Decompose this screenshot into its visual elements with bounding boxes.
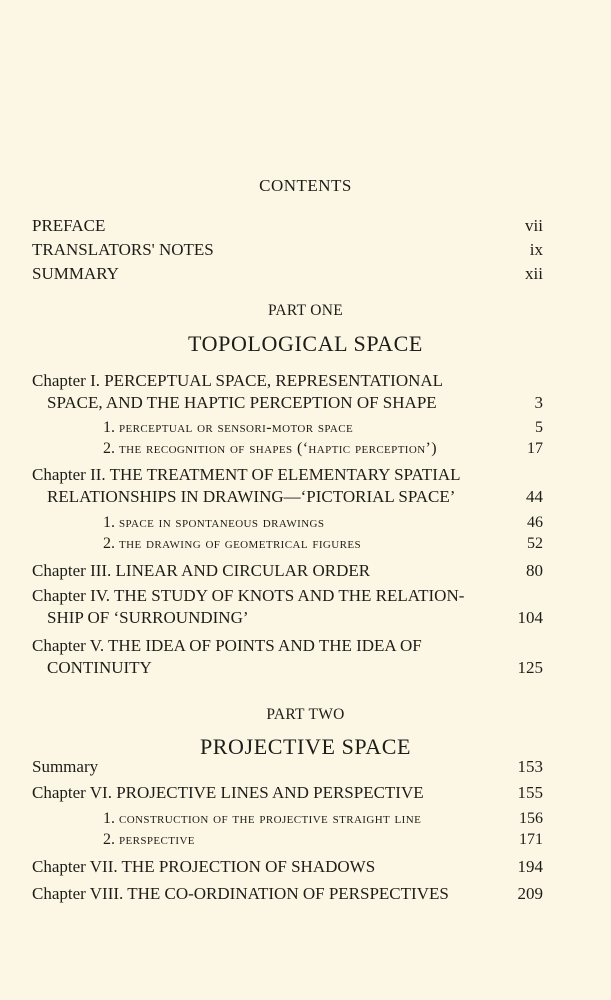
entry-title: TRANSLATORS' NOTES bbox=[32, 240, 214, 259]
section-title bbox=[103, 535, 361, 553]
part-one-title: TOPOLOGICAL SPACE bbox=[188, 331, 423, 356]
part-two-label: PART TWO bbox=[266, 706, 345, 723]
chapter-title-line1: Chapter I. PERCEPTUAL SPACE, REPRESENTATIONAL bbox=[32, 371, 444, 390]
chapter-title-line2: SHIP OF ‘SURROUNDING’ bbox=[47, 608, 249, 627]
section-text: perspective bbox=[119, 831, 195, 848]
entry-page: 125 bbox=[517, 658, 543, 677]
part-two-title: PROJECTIVE SPACE bbox=[199, 734, 412, 759]
entry-page: 17 bbox=[527, 440, 543, 457]
entry-title: PREFACE bbox=[32, 216, 106, 235]
entry-page: 46 bbox=[527, 514, 543, 531]
section-text: the drawing of geometrical figures bbox=[119, 535, 361, 552]
section-title bbox=[103, 440, 437, 458]
chapter-title-line1: Chapter II. THE TREATMENT OF ELEMENTARY SPATIAL bbox=[32, 465, 461, 484]
section-text: construction of the projective straight line bbox=[119, 810, 422, 827]
entry-page: 194 bbox=[517, 857, 543, 876]
section-number: 2. bbox=[103, 535, 115, 552]
entry-page: 209 bbox=[517, 884, 543, 903]
entry-title: SUMMARY bbox=[32, 264, 119, 283]
entry-page: 52 bbox=[527, 535, 543, 552]
section-number: 2. bbox=[103, 440, 115, 457]
entry-page: 104 bbox=[517, 608, 543, 627]
chapter-title-line1: Chapter VII. THE PROJECTION OF SHADOWS bbox=[32, 857, 376, 876]
entry-page: 44 bbox=[526, 487, 543, 506]
entry-page: xii bbox=[525, 264, 543, 283]
entry-page: 153 bbox=[517, 757, 543, 776]
section-number: 2. bbox=[103, 831, 115, 848]
entry-page: 5 bbox=[535, 419, 543, 436]
contents-heading: CONTENTS bbox=[259, 176, 352, 195]
chapter-title-line1: Chapter VI. PROJECTIVE LINES AND PERSPECTIVE bbox=[32, 783, 424, 802]
section-title bbox=[103, 419, 353, 437]
entry-page: 171 bbox=[519, 831, 543, 848]
chapter-title-line2: SPACE, AND THE HAPTIC PERCEPTION OF SHAPE bbox=[47, 393, 437, 412]
entry-page: vii bbox=[525, 216, 543, 235]
part-one-label: PART ONE bbox=[267, 302, 344, 319]
chapter-title-line2: RELATIONSHIPS IN DRAWING—‘PICTORIAL SPACE’ bbox=[47, 487, 456, 506]
chapter-title-line1: Chapter V. THE IDEA OF POINTS AND THE IDEA OF bbox=[32, 636, 422, 655]
section-title bbox=[103, 810, 421, 828]
entry-page: 80 bbox=[526, 561, 543, 580]
chapter-title-line1: Chapter VIII. THE CO-ORDINATION OF PERSPECTIVES bbox=[32, 884, 449, 903]
entry-title: Summary bbox=[32, 757, 99, 776]
chapter-title-line1: Chapter III. LINEAR AND CIRCULAR ORDER bbox=[32, 561, 371, 580]
section-title bbox=[103, 831, 195, 849]
section-text: the recognition of shapes (‘haptic perception’) bbox=[119, 440, 438, 457]
chapter-title-line2: CONTINUITY bbox=[47, 658, 152, 677]
entry-page: ix bbox=[529, 240, 543, 259]
section-number: 1. bbox=[103, 810, 115, 827]
entry-page: 3 bbox=[534, 393, 543, 412]
section-number: 1. bbox=[103, 419, 115, 436]
section-title bbox=[103, 514, 324, 532]
section-text: space in spontaneous drawings bbox=[119, 514, 325, 531]
entry-page: 156 bbox=[519, 810, 543, 827]
section-text: perceptual or sensori-motor space bbox=[119, 419, 354, 436]
entry-page: 155 bbox=[517, 783, 543, 802]
chapter-title-line1: Chapter IV. THE STUDY OF KNOTS AND THE RELATION- bbox=[32, 586, 465, 605]
section-number: 1. bbox=[103, 514, 115, 531]
